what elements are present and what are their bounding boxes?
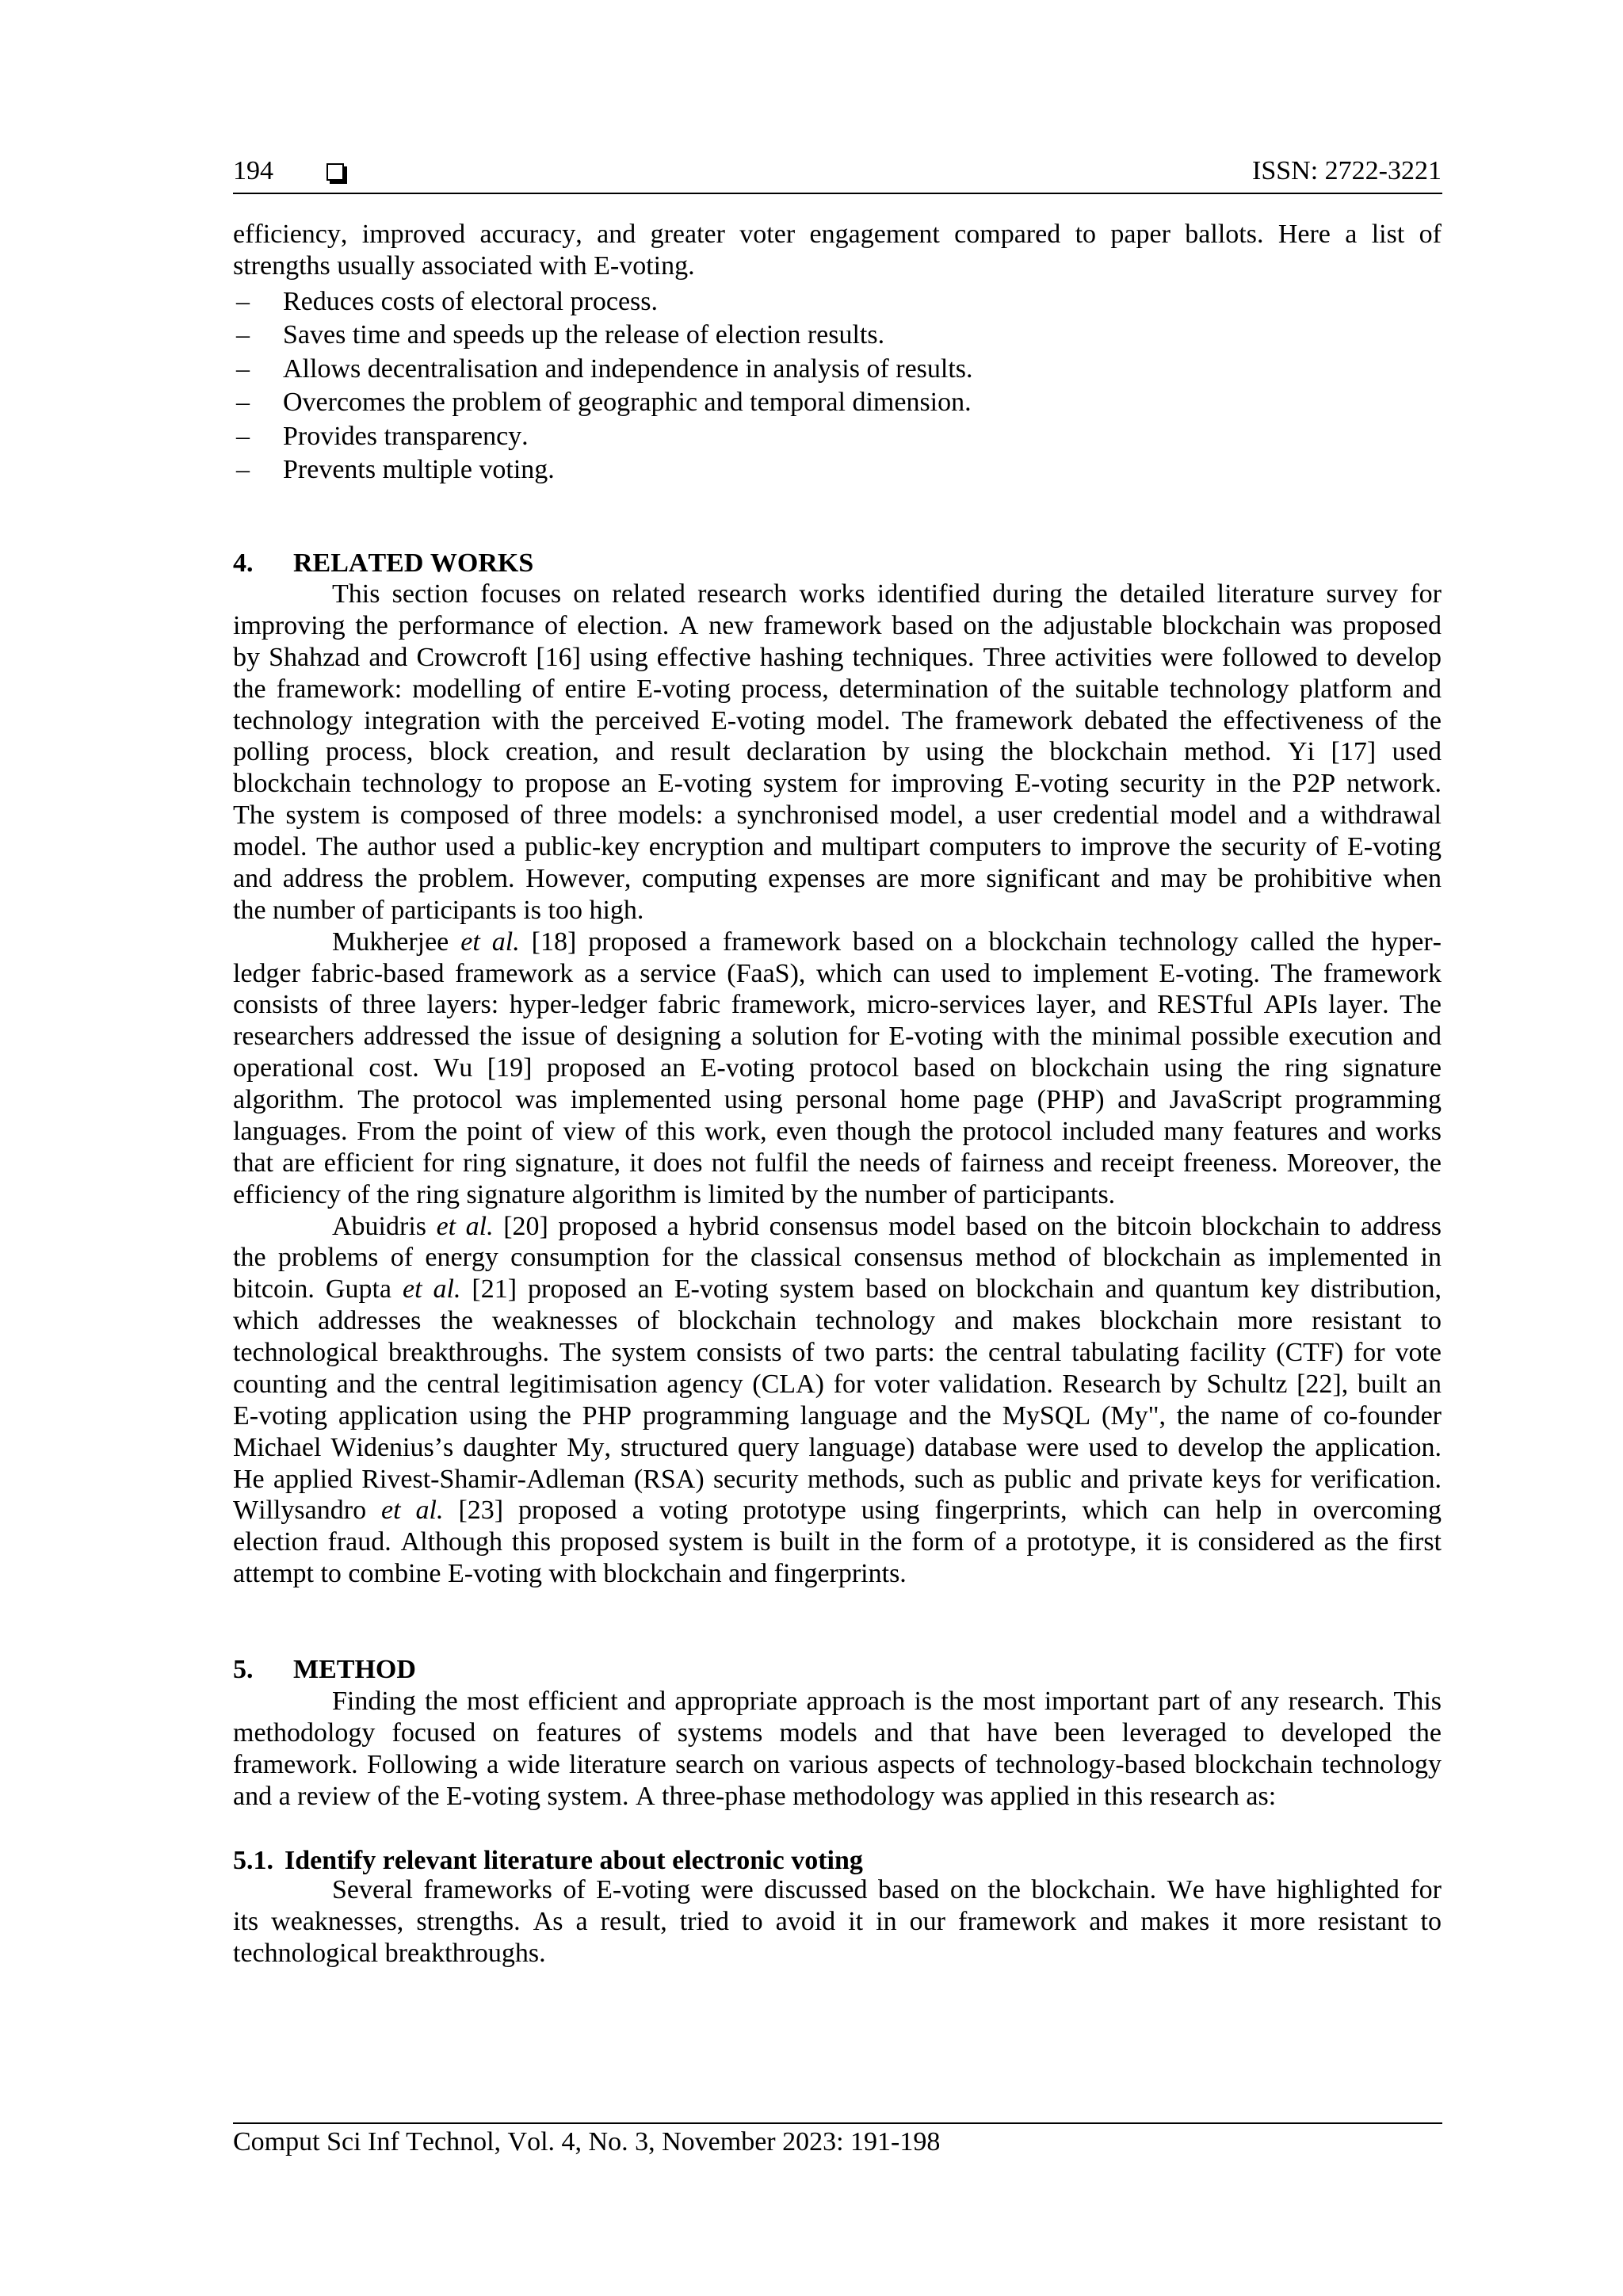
text-line: efficiency of the ring signature algorithm is limited by the number of participants. [233, 1179, 1116, 1209]
text-line: Finding the most efficient and appropriate approach is the most important part of any research. This [332, 1687, 1442, 1716]
text-line: the framework: modelling of entire E-voting process, determination of the suitable technology platform and [233, 674, 1442, 704]
list-item [233, 319, 1442, 352]
italic-run: et al. [436, 1211, 494, 1241]
text-line: strengths usually associated with E-voting. [233, 250, 695, 281]
text-line: blockchain technology to propose an E-voting system for improving E-voting security in the P2P network. [233, 769, 1442, 799]
text-line: improving the performance of election. A new framework based on the adjustable blockchain was proposed [233, 610, 1442, 640]
text-line: technological breakthroughs. The system consists of two parts: the central tabulating facility (CTF) for vote [233, 1338, 1442, 1367]
text-run: [20] proposed a hybrid consensus model based on the bitcoin blockchain to address [493, 1211, 1442, 1241]
text-line: He applied Rivest-Shamir-Adleman (RSA) security methods, such as public and private keys for verification. [233, 1464, 1442, 1494]
text-line: efficiency, improved accuracy, and greater voter engagement compared to paper ballots. Here a list of [233, 220, 1442, 249]
text-line: its weaknesses, strengths. As a result, tried to avoid it in our framework and makes it more resistant to [233, 1906, 1442, 1936]
footer-rule [233, 2122, 1442, 2124]
header-rule [233, 193, 1442, 194]
text-line: ledger fabric-based framework as a service (FaaS), which can used to implement E-voting. The framework [233, 958, 1442, 988]
list-item [233, 420, 1442, 453]
section-title: METHOD [293, 1655, 416, 1684]
text-line: methodology focused on features of systems models and that have been leveraged to developed the [233, 1717, 1442, 1748]
list-item-text: Prevents multiple voting. [283, 454, 555, 484]
square-shadow-icon [327, 163, 344, 181]
text-line: and a review of the E-voting system. A three-phase methodology was applied in this research as: [233, 1781, 1277, 1811]
text-line: Michael Widenius’s daughter My, structured query language) database were used to develop the application. [233, 1432, 1442, 1462]
text-line: framework. Following a wide literature search on various aspects of technology-based blockchain technology [233, 1749, 1442, 1779]
text-line: The system is composed of three models: a synchronised model, a user credential model and a withdrawal [233, 800, 1442, 831]
method-body [233, 1686, 1442, 1813]
section-heading-related-works [233, 548, 1442, 579]
text-line: and address the problem. However, computing expenses are more significant and may be prohibitive when [233, 863, 1442, 893]
section-number: 4. [233, 548, 254, 578]
section-number: 5. [233, 1655, 254, 1684]
journal-citation: Comput Sci Inf Technol, Vol. 4, No. 3, November 2023: 191-198 [233, 2127, 941, 2157]
text-run: Abuidris [332, 1211, 437, 1241]
list-item-text: Reduces costs of electoral process. [283, 287, 658, 316]
running-footer [233, 2126, 1442, 2158]
list-item [233, 285, 1442, 319]
text-run: [23] proposed a voting prototype using fingerprints, which can help in overcoming [443, 1496, 1442, 1526]
section-title: RELATED WORKS [293, 548, 534, 578]
subsection-title: Identify relevant literature about electronic voting [285, 1846, 863, 1875]
section-heading-method [233, 1654, 1442, 1686]
list-item [233, 453, 1442, 487]
strengths-list [233, 285, 1442, 487]
text-line: algorithm. The protocol was implemented using personal home page (PHP) and JavaScript programming [233, 1085, 1442, 1114]
list-item-text: Provides transparency. [283, 421, 529, 451]
text-line: election fraud. Although this proposed system is built in the form of a prototype, it is considered as the first [233, 1527, 1442, 1557]
list-item [233, 353, 1442, 386]
text-line: attempt to combine E-voting with blockchain and fingerprints. [233, 1559, 907, 1589]
text-line: polling process, block creation, and result declaration by using the blockchain method. Yi [17] used [233, 737, 1442, 767]
dash-bullet: – [236, 454, 250, 484]
list-item-text: Allows decentralisation and independence in analysis of results. [283, 353, 973, 384]
dash-bullet: – [236, 353, 250, 384]
text-line: This section focuses on related research works identified during the detailed literature survey for [332, 579, 1442, 609]
text-run: [18] proposed a framework based on a blockchain technology called the hyper- [519, 926, 1442, 957]
text-line: operational cost. Wu [19] proposed an E-voting protocol based on blockchain using the ring signature [233, 1053, 1442, 1083]
dash-bullet: – [236, 421, 250, 451]
issn-label: ISSN: 2722-3221 [1252, 156, 1442, 185]
italic-run: et al. [460, 926, 520, 957]
list-item-text: Overcomes the problem of geographic and temporal dimension. [283, 388, 972, 418]
text-run: Mukherjee [332, 926, 461, 957]
page-number: 194 [233, 156, 273, 185]
text-line: languages. From the point of view of this work, even though the protocol included many features and works [233, 1116, 1442, 1146]
text-line: researchers addressed the issue of designing a solution for E-voting with the minimal possible execution and [233, 1022, 1442, 1052]
text-line [233, 1274, 1442, 1305]
list-item-text: Saves time and speeds up the release of election results. [283, 320, 885, 350]
list-item [233, 386, 1442, 419]
text-line: by Shahzad and Crowcroft [16] using effective hashing techniques. Three activities were followed to develop [233, 642, 1442, 672]
italic-run: et al. [402, 1274, 461, 1305]
intro-paragraph [233, 219, 1442, 282]
text-line: Several frameworks of E-voting were discussed based on the blockchain. We have highlighted for [332, 1875, 1442, 1904]
text-line: technological breakthroughs. [233, 1938, 546, 1968]
text-line [233, 1495, 1442, 1526]
text-line: technology integration with the perceived E-voting model. The framework debated the effectiveness of the [233, 705, 1442, 735]
subsection-heading [233, 1845, 1442, 1877]
dash-bullet: – [236, 388, 250, 418]
text-line: E-voting application using the PHP programming language and the MySQL (My", the name of co-founder [233, 1400, 1442, 1431]
subsection-body [233, 1874, 1442, 1969]
dash-bullet: – [236, 320, 250, 350]
text-line: model. The author used a public-key encryption and multipart computers to improve the security of E-voting [233, 832, 1442, 861]
dash-bullet: – [236, 287, 250, 316]
text-run: Willysandro [233, 1496, 382, 1526]
subsection-number: 5.1. [233, 1846, 273, 1875]
text-line: that are efficient for ring signature, it does not fulfil the needs of fairness and receipt freeness. Moreover, the [233, 1148, 1442, 1178]
text-line: the problems of energy consumption for the classical consensus method of blockchain as implemented in [233, 1243, 1442, 1273]
related-works-body [233, 579, 1442, 1590]
italic-run: et al. [381, 1496, 444, 1526]
text-line: the number of participants is too high. [233, 895, 644, 925]
text-run: bitcoin. Gupta [233, 1274, 403, 1305]
text-line: consists of three layers: hyper-ledger fabric framework, micro-services layer, and RESTful APIs layer. The [233, 990, 1442, 1020]
text-line [233, 1211, 1442, 1243]
text-line: which addresses the weaknesses of blockchain technology and makes blockchain more resistant to [233, 1306, 1442, 1336]
text-line [233, 926, 1442, 958]
text-line: counting and the central legitimisation agency (CLA) for voter validation. Research by Schultz [22], built an [233, 1369, 1442, 1399]
text-run: [21] proposed an E-voting system based on blockchain and quantum key distribution, [460, 1274, 1442, 1305]
running-header [233, 155, 1442, 187]
